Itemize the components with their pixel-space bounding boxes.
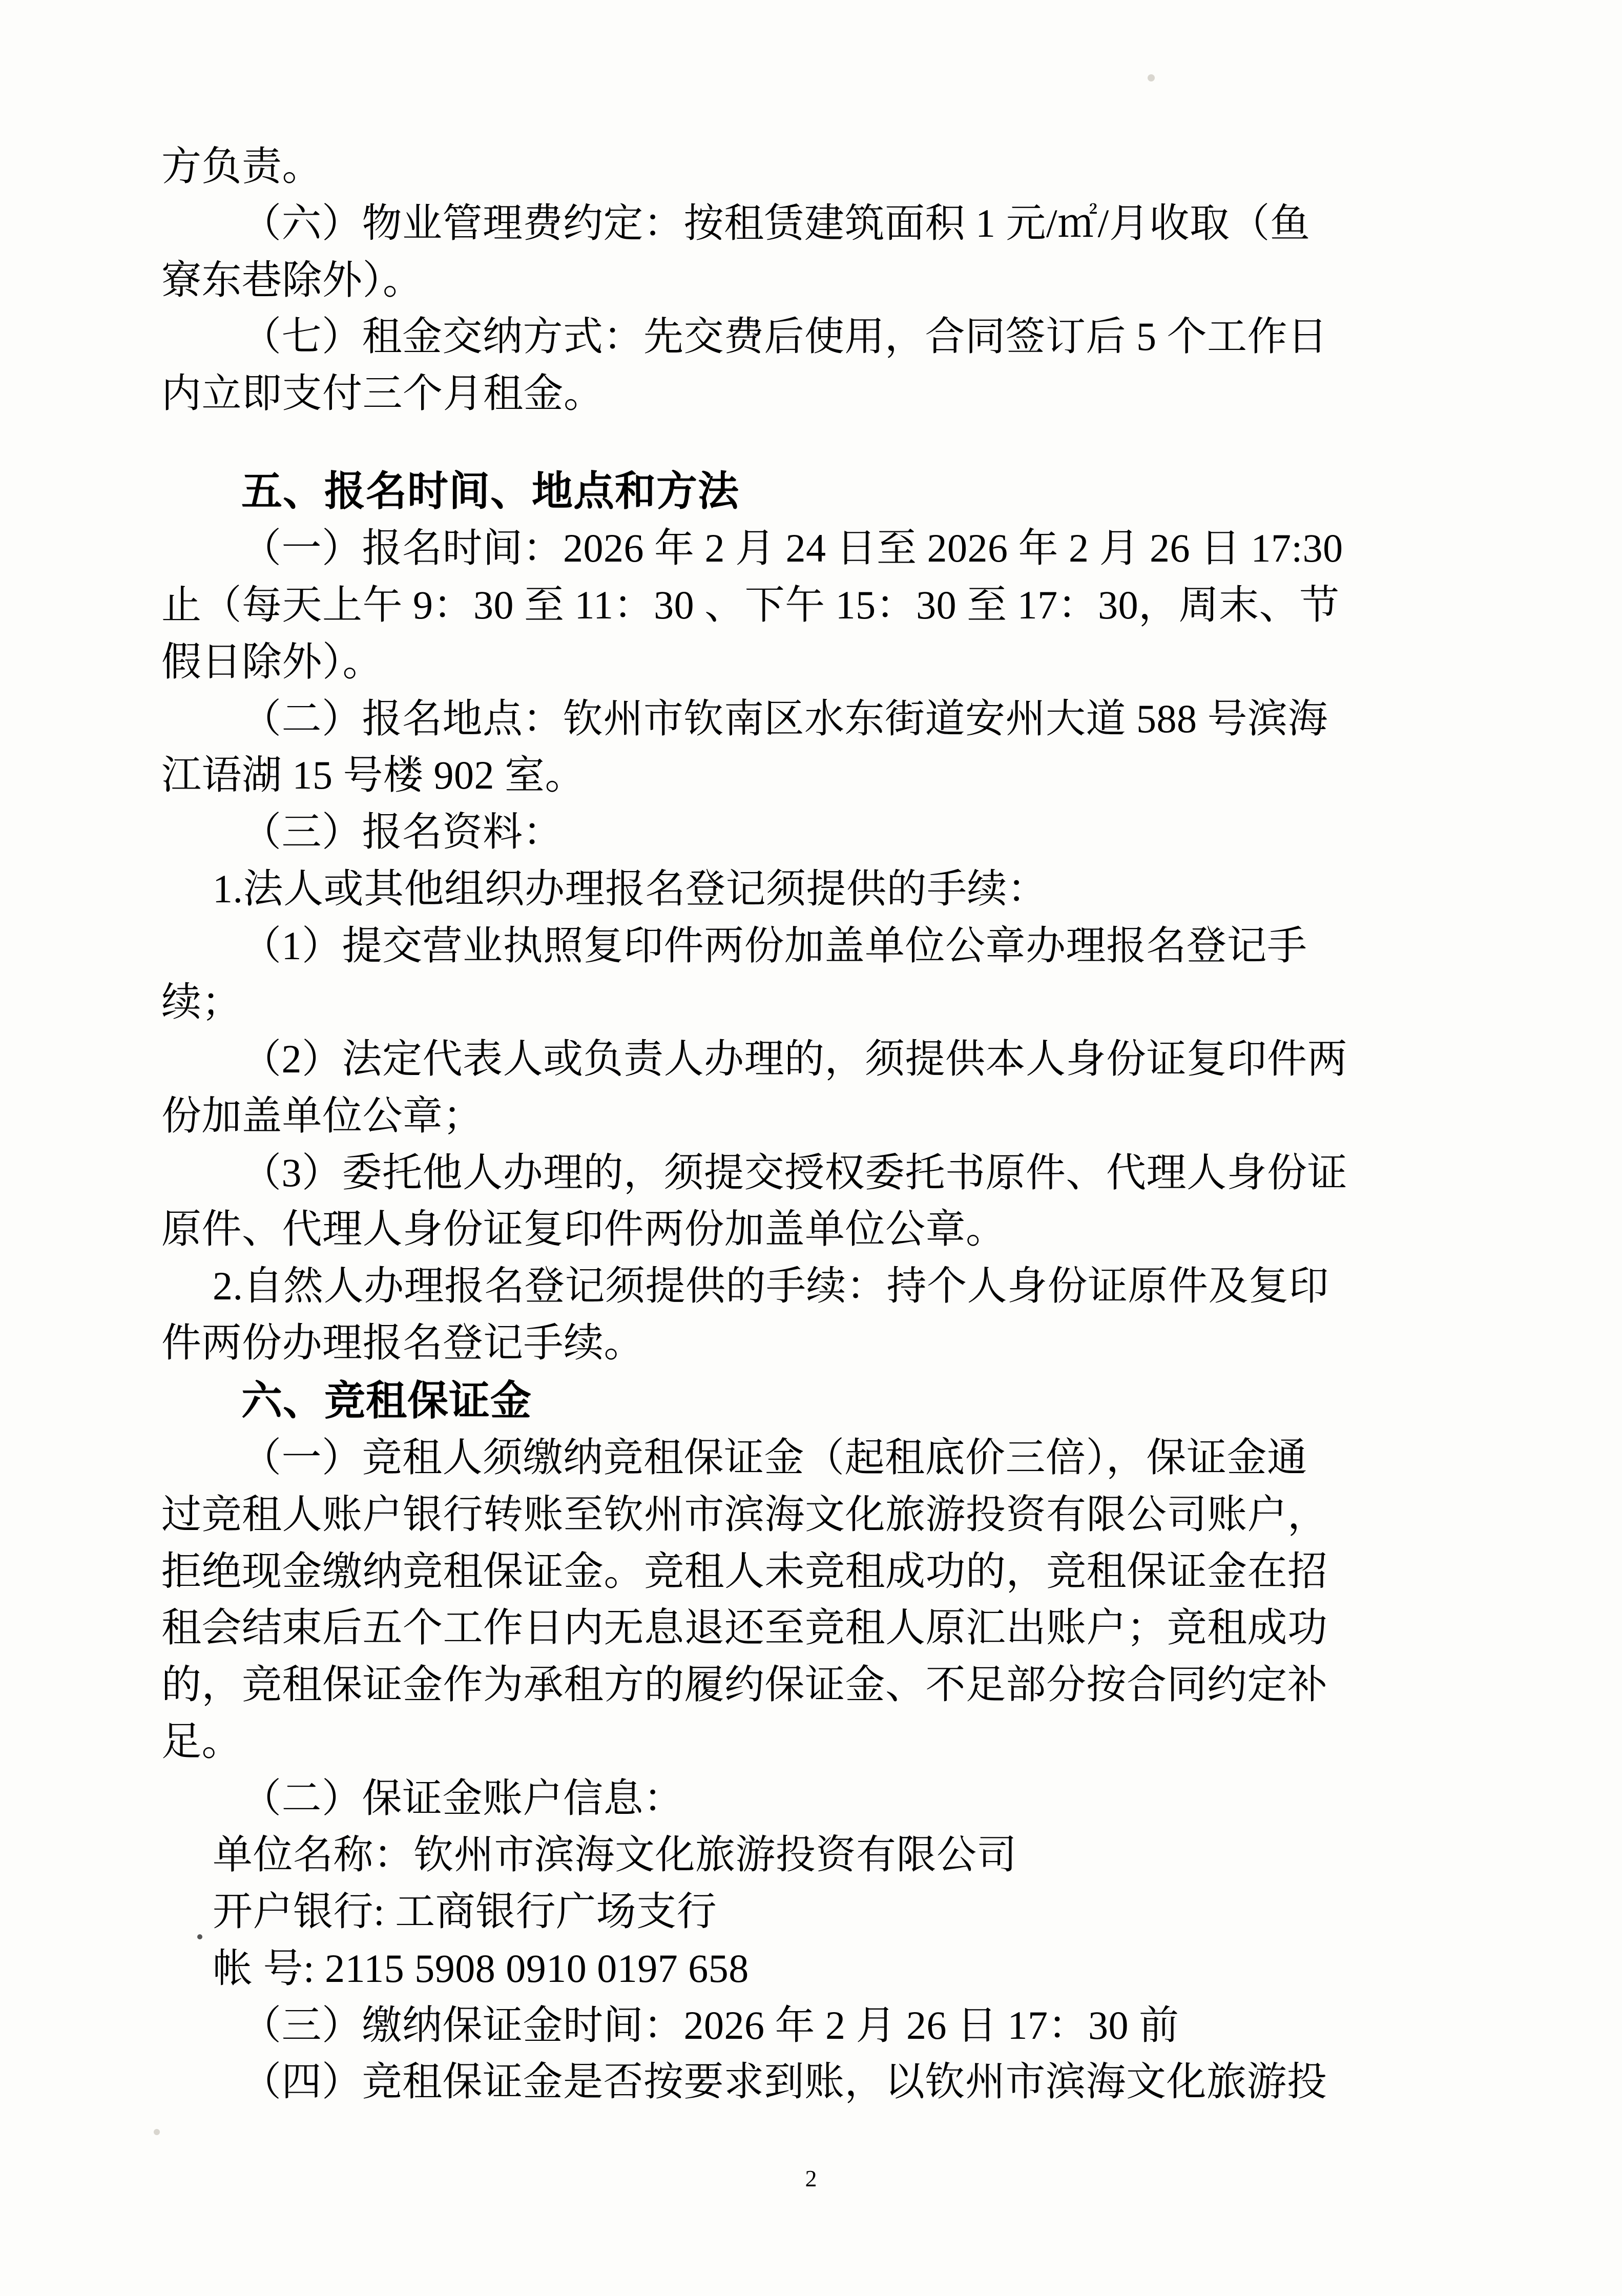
paragraph: 续； (161, 980, 242, 1025)
paragraph: 寮东巷除外）。 (161, 257, 423, 302)
paragraph: （四）竞租保证金是否按要求到账，以钦州市滨海文化旅游投 (241, 2059, 1327, 2104)
section-heading-5: 五、报名时间、地点和方法 (241, 467, 739, 515)
paragraph: 江语湖 15 号楼 902 室。 (161, 753, 586, 798)
paragraph: （二）报名地点：钦州市钦南区水东街道安州大道 588 号滨海 (241, 696, 1328, 741)
paragraph: 拒绝现金缴纳竞租保证金。竞租人未竞租成功的，竞租保证金在招 (161, 1548, 1328, 1594)
document-body (161, 138, 1458, 2111)
paper-speck (154, 2129, 160, 2135)
paragraph: 原件、代理人身份证复印件两份加盖单位公章。 (161, 1207, 1006, 1252)
paragraph: 2.自然人办理报名登记须提供的手续：持个人身份证原件及复印 (213, 1264, 1329, 1309)
stray-ink-dot (197, 1934, 202, 1939)
section-heading-6: 六、竞租保证金 (241, 1376, 532, 1424)
paragraph: （3）委托他人办理的，须提交授权委托书原件、代理人身份证 (241, 1150, 1348, 1195)
spacer (161, 422, 1458, 462)
paragraph: 过竞租人账户银行转账至钦州市滨海文化旅游投资有限公司账户， (161, 1492, 1328, 1537)
paragraph: 租会结束后五个工作日内无息退还至竞租人原汇出账户；竞租成功 (161, 1605, 1328, 1650)
paragraph: （一）报名时间：2026 年 2 月 24 日至 2026 年 2 月 26 日 17:30 (241, 526, 1343, 571)
paragraph: （一）竞租人须缴纳竞租保证金（起租底价三倍），保证金通 (241, 1435, 1307, 1480)
paragraph: 内立即支付三个月租金。 (161, 371, 604, 416)
paragraph: 假日除外）。 (161, 639, 383, 684)
account-name-line: 单位名称：钦州市滨海文化旅游投资有限公司 (213, 1832, 1017, 1877)
paragraph: （1）提交营业执照复印件两份加盖单位公章办理报名登记手 (241, 923, 1307, 968)
account-bank-line: 开户银行: 工商银行广场支行 (213, 1889, 717, 1934)
paper-speck (1148, 74, 1155, 81)
paragraph: 1.法人或其他组织办理报名登记须提供的手续： (213, 866, 1048, 911)
paragraph: （六）物业管理费约定：按租赁建筑面积 1 元/㎡/月收取（鱼 (241, 200, 1311, 245)
paragraph: 足。 (161, 1719, 242, 1764)
paragraph: （2）法定代表人或负责人办理的，须提供本人身份证复印件两 (241, 1037, 1348, 1082)
paragraph: （三）报名资料： (241, 810, 564, 855)
paragraph: 份加盖单位公章； (161, 1093, 484, 1138)
page-number: 2 (805, 2165, 817, 2191)
paragraph: 件两份办理报名登记手续。 (161, 1320, 644, 1365)
paragraph: 的，竞租保证金作为承租方的履约保证金、不足部分按合同约定补 (161, 1662, 1328, 1707)
paragraph: （二）保证金账户信息： (241, 1775, 684, 1821)
paragraph: （七）租金交纳方式：先交费后使用，合同签订后 5 个工作日 (241, 314, 1328, 359)
account-number-line: 帐 号: 2115 5908 0910 0197 658 (213, 1946, 749, 1991)
paragraph: 方负责。 (161, 144, 323, 189)
paragraph: 止（每天上午 9：30 至 11：30 、下午 15：30 至 17：30，周末、节 (161, 583, 1340, 628)
paragraph: （三）缴纳保证金时间：2026 年 2 月 26 日 17：30 前 (241, 2002, 1179, 2047)
